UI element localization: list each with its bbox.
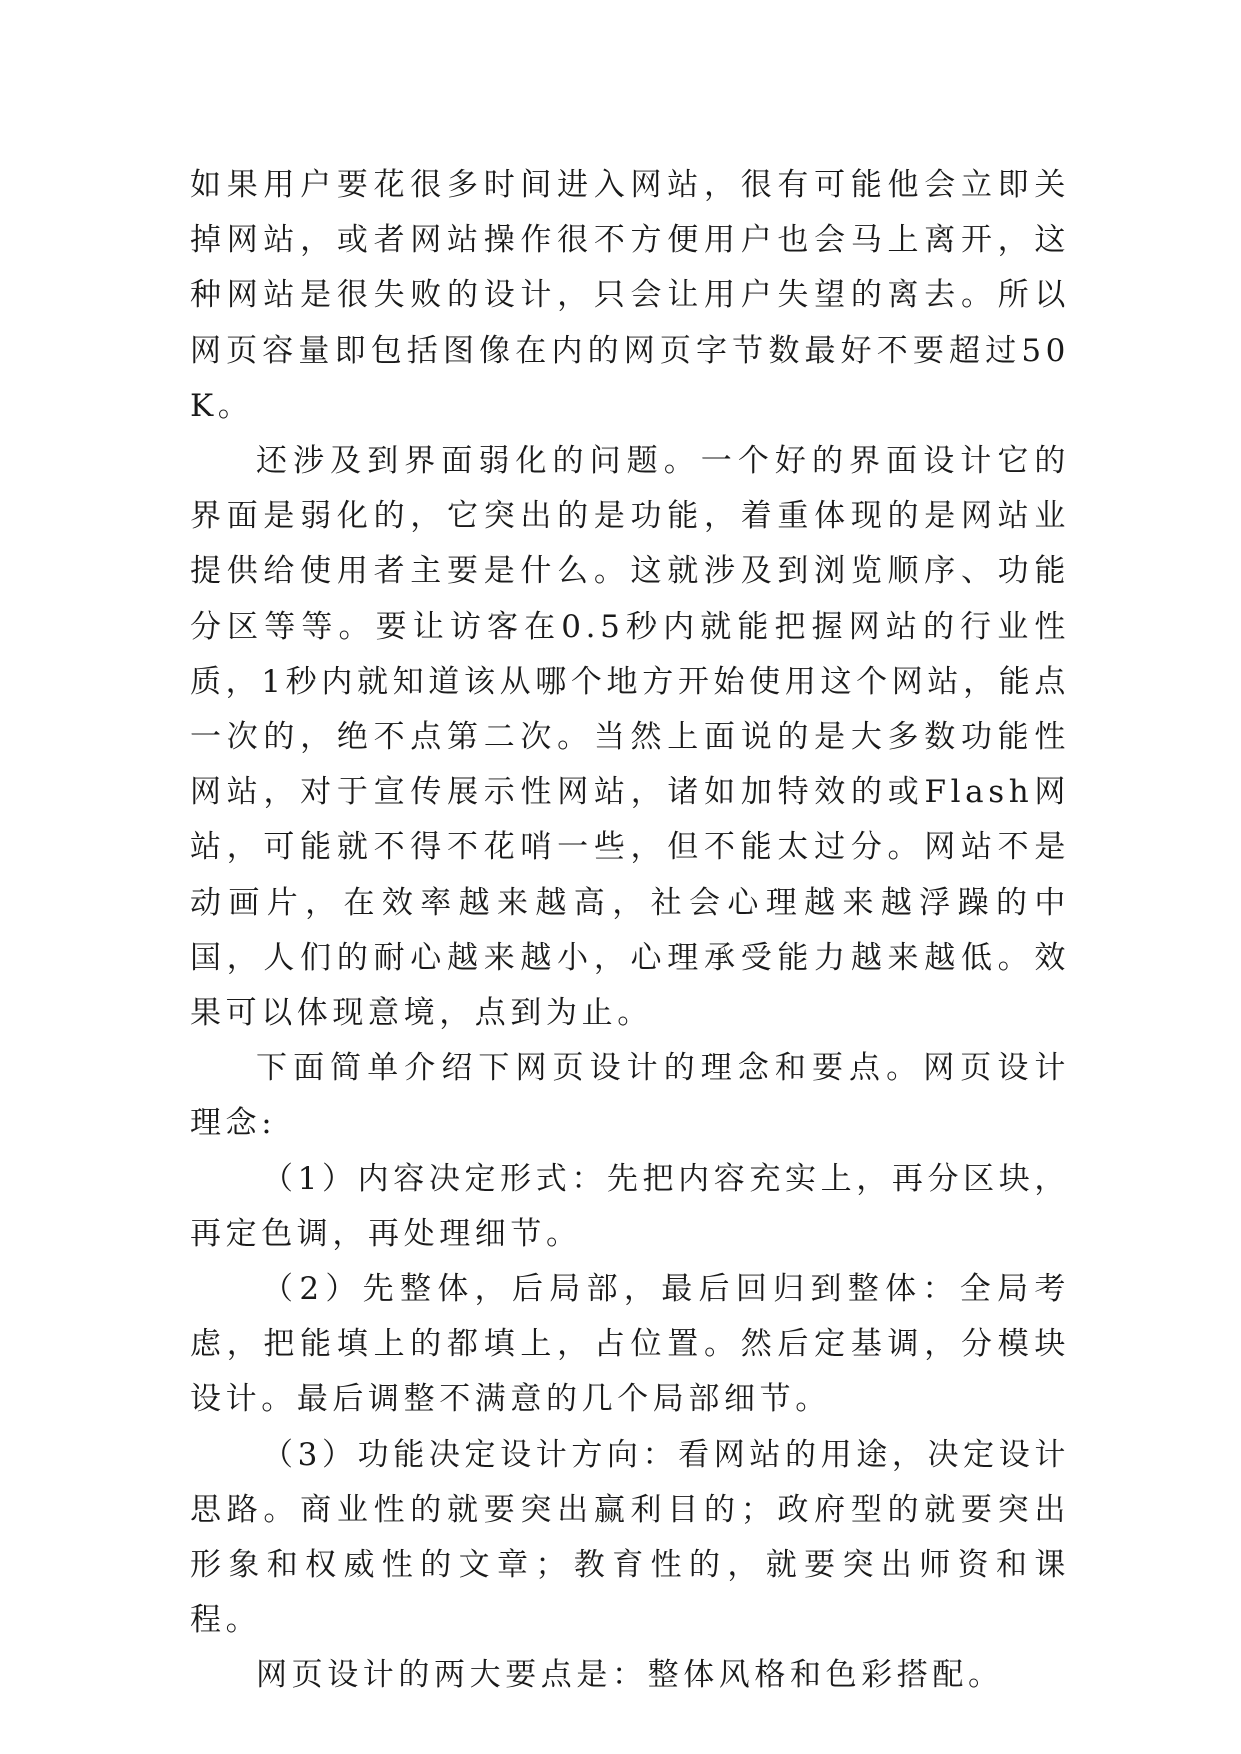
paragraph-interface-weakening: 还涉及到界面弱化的问题。一个好的界面设计它的界面是弱化的，它突出的是功能，着重体现的是网站业提供给使用者主要是什么。这就涉及到浏览顺序、功能分区等等。要让访客在0.5秒内就能把握网站的行业性质，1秒内就知道该从哪个地方开始使用这个网站，能点一次的，绝不点第二次。当然上面说的是大多数功能性网站，对于宣传展示性网站，诸如加特效的或Flash网站，可能就不得不花哨一些，但不能太过分。网站不是动画片，在效率越来越高，社会心理越来越浮躁的中国，人们的耐心越来越小，心理承受能力越来越低。效果可以体现意境，点到为止。: [190, 443, 1070, 1032]
paragraph-concept-2: （2）先整体，后局部，最后回归到整体：全局考虑，把能填上的都填上，占位置。然后定基调，分模块设计。最后调整不满意的几个局部细节。: [190, 1271, 1070, 1418]
paragraph-concept-3: （3）功能决定设计方向：看网站的用途，决定设计思路。商业性的就要突出赢利目的；政府型的就要突出形象和权威性的文章；教育性的，就要突出师资和课程。: [190, 1436, 1070, 1639]
paragraph-key-points: 网页设计的两大要点是：整体风格和色彩搭配。: [256, 1657, 1004, 1694]
document-body: [190, 158, 1070, 1704]
paragraph-concept-1: （1）内容决定形式：先把内容充实上，再分区块，再定色调，再处理细节。: [190, 1160, 1070, 1252]
paragraph-design-concepts-intro: 下面简单介绍下网页设计的理念和要点。网页设计理念:: [190, 1050, 1070, 1142]
paragraph-page-load: 如果用户要花很多时间进入网站，很有可能他会立即关掉网站，或者网站操作很不方便用户也会马上离开，这种网站是很失败的设计，只会让用户失望的离去。所以网页容量即包括图像在内的网页字节数最好不要超过50K。: [190, 167, 1070, 424]
